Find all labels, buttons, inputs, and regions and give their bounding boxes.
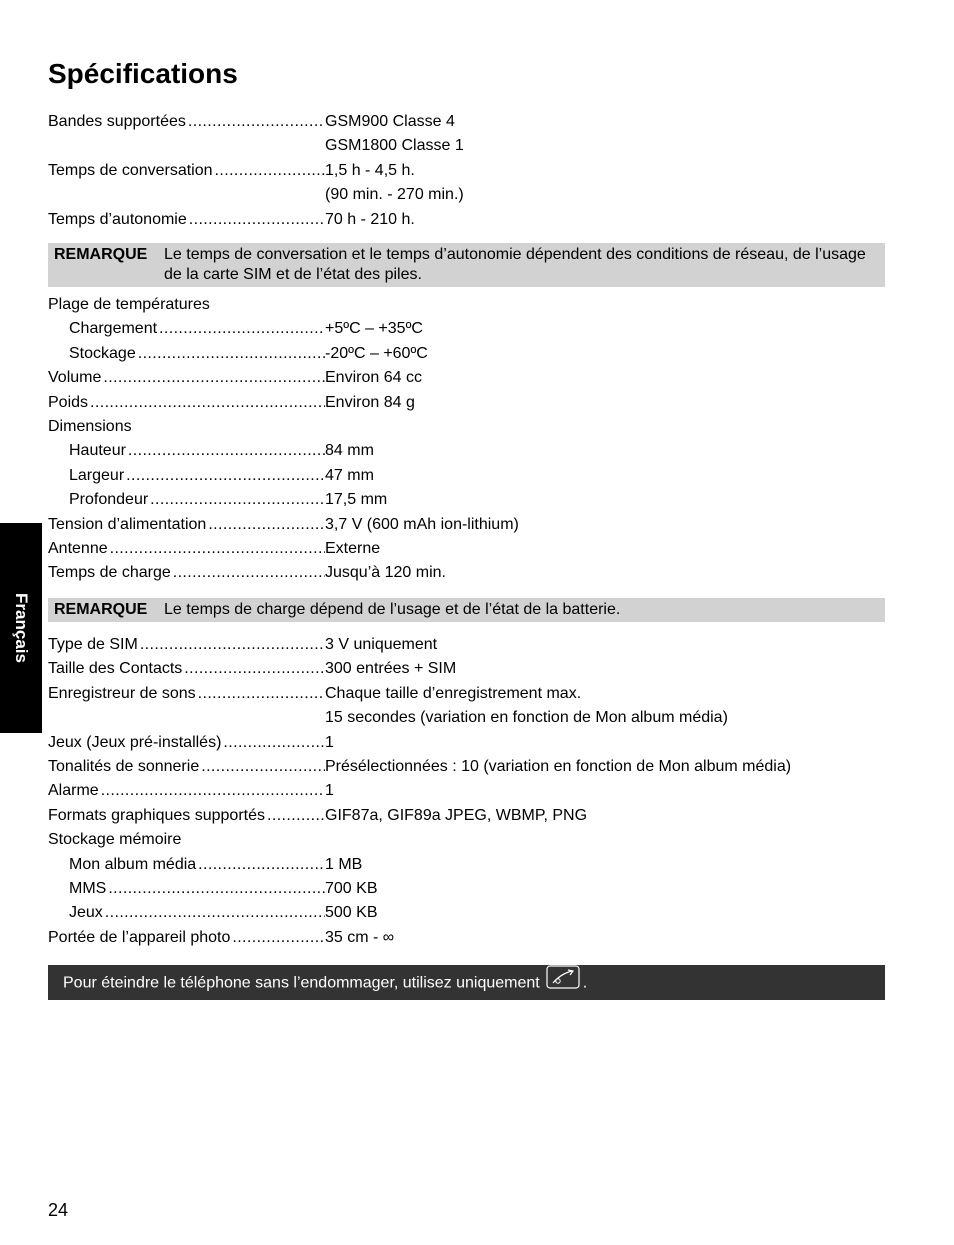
spec-value: Externe [325, 539, 381, 557]
power-off-note-text: Pour éteindre le téléphone sans l’endommager, utilisez uniquement [63, 974, 540, 992]
spec-value: 35 cm - ∞ [325, 928, 395, 946]
page-number: 24 [48, 1200, 69, 1220]
spec-row [48, 439, 885, 463]
spec-value: 17,5 mm [325, 491, 388, 509]
spec-row [48, 853, 885, 877]
language-tab [0, 523, 42, 733]
spec-value: -20ºC – +60ºC [325, 344, 428, 362]
spec-label: Temps de conversation [48, 159, 215, 183]
spec-value: 1 MB [325, 855, 363, 873]
spec-label: Antenne [48, 537, 110, 561]
spec-row [48, 464, 885, 488]
spec-row [48, 706, 885, 730]
remark-label: REMARQUE [54, 601, 148, 618]
spec-row [48, 488, 885, 512]
spec-row [48, 682, 885, 706]
remark-box [48, 598, 885, 622]
spec-row [48, 926, 885, 950]
spec-value: (90 min. - 270 min.) [325, 186, 464, 204]
spec-label: Plage de températures [48, 293, 212, 317]
spec-row [48, 391, 885, 415]
end-call-icon [546, 965, 580, 1002]
spec-row [48, 804, 885, 828]
spec-row [48, 561, 885, 585]
spec-row [48, 657, 885, 681]
spec-row [48, 828, 885, 852]
spec-label: Chargement [69, 317, 159, 341]
spec-value: 70 h - 210 h. [325, 210, 415, 228]
spec-row [48, 183, 885, 207]
spec-value: +5ºC – +35ºC [325, 320, 423, 338]
spec-label: Enregistreur de sons [48, 682, 198, 706]
spec-row [48, 731, 885, 755]
specs-list-1 [48, 110, 885, 232]
spec-row [48, 110, 885, 134]
spec-value: Jusqu’à 120 min. [325, 564, 446, 582]
spec-row [48, 415, 885, 439]
spec-value: 500 KB [325, 904, 378, 922]
spec-label: MMS [69, 877, 108, 901]
spec-label: Jeux (Jeux pré-installés) [48, 731, 223, 755]
spec-value: 84 mm [325, 442, 374, 460]
spec-value: 15 secondes (variation en fonction de Mon album média) [325, 709, 728, 727]
spec-label: Formats graphiques supportés [48, 804, 267, 828]
spec-label: Alarme [48, 779, 101, 803]
language-tab-label: Français [12, 593, 31, 663]
specs-list-3 [48, 633, 885, 950]
spec-row [48, 901, 885, 925]
spec-label: Largeur [69, 464, 126, 488]
spec-row [48, 366, 885, 390]
spec-label: Type de SIM [48, 633, 140, 657]
page-title: Spécifications [48, 58, 238, 89]
spec-row [48, 159, 885, 183]
spec-label: Stockage mémoire [48, 828, 183, 852]
spec-label: Tonalités de sonnerie [48, 755, 201, 779]
spec-value: GSM1800 Classe 1 [325, 137, 464, 155]
spec-value: 300 entrées + SIM [325, 660, 457, 678]
spec-label: Tension d’alimentation [48, 513, 208, 537]
spec-value: Environ 64 cc [325, 369, 422, 387]
spec-value: 1 [325, 782, 334, 800]
spec-row [48, 317, 885, 341]
spec-value: 3 V uniquement [325, 636, 438, 653]
spec-row [48, 342, 885, 366]
spec-value: 1,5 h - 4,5 h. [325, 161, 415, 179]
spec-row [48, 633, 885, 657]
spec-row [48, 293, 885, 317]
spec-label: Profondeur [69, 488, 150, 512]
remark-text: Le temps de charge dépend de l’usage et de l’état de la batterie. [164, 601, 621, 618]
power-off-note [48, 965, 885, 1000]
spec-row [48, 134, 885, 158]
spec-row [48, 755, 885, 779]
spec-label: Jeux [69, 901, 105, 925]
specs-list-2 [48, 293, 885, 586]
spec-label: Temps d’autonomie [48, 208, 189, 232]
spec-value: 1 [325, 733, 334, 751]
remark-text: Le temps de conversation et le temps d’autonomie dépendent des conditions de réseau, de l’usage de la carte SIM et de l’état des piles. [164, 246, 866, 283]
spec-label: Taille des Contacts [48, 657, 184, 681]
spec-label: Stockage [69, 342, 138, 366]
spec-value: GSM900 Classe 4 [325, 113, 455, 130]
spec-value: Présélectionnées : 10 (variation en fonction de Mon album média) [325, 757, 792, 775]
spec-row [48, 208, 885, 232]
remark-label: REMARQUE [54, 246, 148, 263]
spec-value: 700 KB [325, 879, 378, 897]
spec-value: 47 mm [325, 466, 374, 484]
spec-value: Chaque taille d’enregistrement max. [325, 684, 582, 702]
spec-label: Poids [48, 391, 90, 415]
spec-value: Environ 84 g [325, 393, 415, 411]
spec-row [48, 779, 885, 803]
spec-value: 3,7 V (600 mAh ion-lithium) [325, 515, 519, 533]
spec-label: Volume [48, 366, 103, 390]
spec-label: Temps de charge [48, 561, 173, 585]
spec-row [48, 513, 885, 537]
spec-label: Hauteur [69, 439, 128, 463]
spec-label: Dimensions [48, 415, 134, 439]
spec-row [48, 537, 885, 561]
remark-box [48, 243, 885, 287]
spec-row [48, 877, 885, 901]
spec-label: Portée de l’appareil photo [48, 926, 232, 950]
spec-label: Mon album média [69, 853, 198, 877]
spec-label: Bandes supportées [48, 110, 188, 134]
power-off-note-suffix: . [582, 974, 588, 992]
spec-value: GIF87a, GIF89a JPEG, WBMP, PNG [325, 806, 588, 824]
